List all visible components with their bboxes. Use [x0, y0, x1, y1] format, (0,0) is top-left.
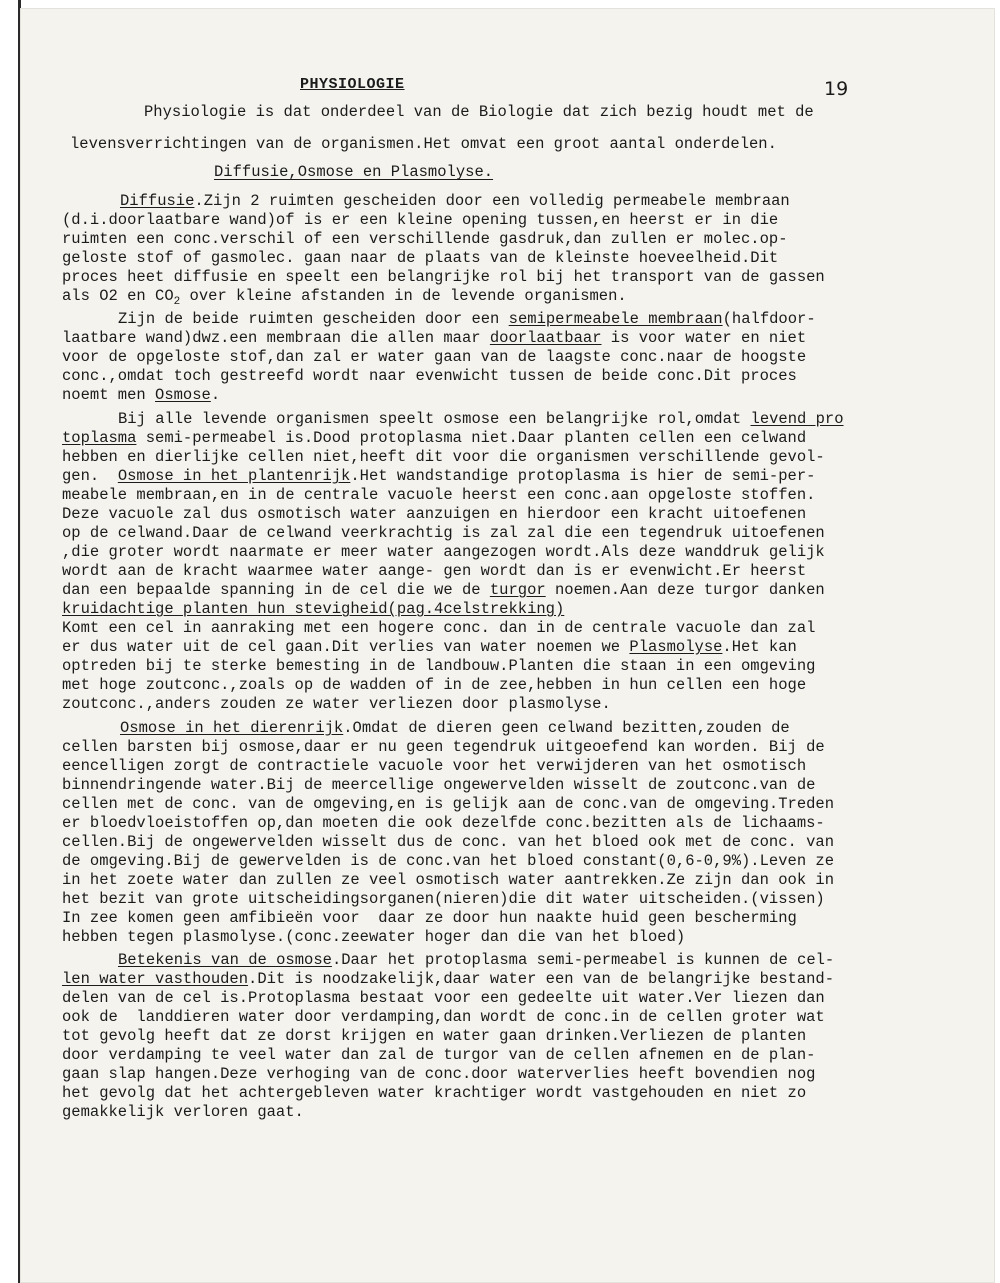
text-line [62, 231, 788, 248]
text-line [62, 449, 825, 466]
underlined-term: Osmose [155, 386, 211, 404]
underlined-term: Diffusie,Osmose en Plasmolyse. [214, 163, 494, 181]
text-line [62, 891, 825, 908]
text-line [62, 525, 825, 542]
text-span: er bloedvloeistoffen op,dan moeten die ook dezelfde conc.bezitten als de lichaams- [62, 814, 825, 832]
text-span: levensverrichtingen van de organismen.Het omvat een groot aantal onderdelen. [70, 135, 777, 153]
underlined-term: Diffusie [120, 192, 195, 210]
underlined-term: 2 [173, 296, 181, 309]
text-span: op de celwand.Daar de celwand veerkrachtig is zal zal die een tegendruk uitoefenen [62, 524, 825, 542]
text-span: Komt een cel in aanraking met een hogere conc. dan in de centrale vacuole dan zal [62, 619, 816, 637]
text-line [118, 952, 834, 969]
text-span: noemen.Aan deze turgor danken [545, 581, 825, 599]
text-line [62, 506, 806, 523]
text-span: Bij alle levende organismen speelt osmose een belangrijke rol,omdat [118, 410, 751, 428]
text-span: .Het wandstandige protoplasma is hier de semi-per- [350, 467, 816, 485]
text-span: Zijn de beide ruimten gescheiden door een [118, 310, 509, 328]
text-line [62, 368, 797, 385]
text-line [62, 468, 815, 485]
text-span: optreden bij te sterke bemesting in de landbouw.Planten die staan in een omgeving [62, 657, 816, 675]
text-line [62, 990, 825, 1007]
text-line [62, 815, 825, 832]
underlined-term: Osmose in het dierenrijk [120, 719, 344, 737]
text-span: . [210, 386, 221, 404]
underlined-term: Osmose in het plantenrijk [117, 467, 351, 485]
text-line [62, 639, 797, 656]
text-span: meabele membraan,en in de centrale vacuole heerst een conc.aan opgeloste stoffen. [62, 486, 816, 504]
text-span: de omgeving.Bij de gewervelden is de conc.van het bloed constant(0,6-0,9%).Leven ze [62, 852, 835, 870]
underlined-term: semipermeabele membraan [508, 310, 723, 328]
text-span: het gevolg dat het achtergebleven water krachtiger wordt vastgehouden en niet zo [62, 1084, 807, 1102]
text-span: ruimten een conc.verschil of een verschillende gasdruk,dan zullen er molec.op- [62, 230, 788, 248]
page-number: 19 [824, 78, 849, 100]
underlined-term: levend pro [750, 410, 844, 428]
text-line [62, 1066, 815, 1083]
underlined-term: turgor [489, 581, 546, 599]
text-line [62, 563, 806, 580]
text-span: dan een bepaalde spanning in de cel die we de [62, 581, 490, 599]
text-span: in het zoete water dan zullen ze veel osmotisch water aantrekken.Ze zijn dan ook in [62, 871, 835, 889]
text-span: als O2 en CO [62, 287, 174, 305]
text-line [62, 330, 806, 347]
text-line [62, 430, 806, 447]
text-line [62, 1085, 806, 1102]
underlined-term: doorlaatbaar [489, 329, 602, 347]
text-line [62, 601, 564, 618]
text-line [62, 544, 825, 561]
text-span: (halfdoor- [722, 310, 816, 328]
text-span: noemt men [62, 386, 156, 404]
text-line [120, 193, 790, 210]
text-span: cellen barsten bij osmose,daar er nu geen tegendruk uitgeoefend kan worden. Bij de [62, 738, 825, 756]
text-line [62, 582, 825, 599]
text-line [62, 1047, 815, 1064]
text-span: het bezit van grote uitscheidingsorganen(nieren)die dit water uitscheiden.(vissen) [62, 890, 825, 908]
page-title: PHYSIOLOGIE [300, 76, 405, 93]
text-line [62, 212, 778, 229]
text-line [62, 696, 611, 713]
text-line [118, 411, 844, 428]
text-span: semi-permeabel is.Dood protoplasma niet.Daar planten cellen een celwand [136, 429, 807, 447]
text-span: wordt aan de kracht waarmee water aange- gen wordt dan is er evenwicht.Er heerst [62, 562, 807, 580]
text-span: delen van de cel is.Protoplasma bestaat voor een gedeelte uit water.Ver liezen dan [62, 989, 825, 1007]
text-span: hebben tegen plasmolyse.(conc.zeewater hoger dan die van het bloed) [62, 928, 686, 946]
text-span: zoutconc.,anders zouden ze water verliezen door plasmolyse. [62, 695, 611, 713]
text-span: voor de opgeloste stof,dan zal er water gaan van de laagste conc.naar de hoogste [62, 348, 807, 366]
text-span: geloste stof of gasmolec. gaan naar de plaats van de kleinste hoeveelheid.Dit [62, 249, 779, 267]
underlined-term: Betekenis van de osmose [118, 951, 332, 969]
text-span: Physiologie is dat onderdeel van de Biologie dat zich bezig houdt met de [144, 103, 814, 121]
text-span: cellen met de conc. van de omgeving,en is gelijk aan de conc.van de omgeving.Treden [62, 795, 835, 813]
text-line [214, 164, 493, 181]
text-line [62, 387, 220, 404]
text-line [118, 311, 816, 328]
text-line [62, 487, 815, 504]
text-span: .Omdat de dieren geen celwand bezitten,zouden de [343, 719, 790, 737]
text-span: .Zijn 2 ruimten gescheiden door een volledig permeabele membraan [194, 192, 790, 210]
text-line [62, 739, 825, 756]
underlined-term: kruidachtige planten hun stevigheid(pag.4celstrekking) [62, 600, 565, 618]
text-line [62, 677, 806, 694]
text-span: er dus water uit de cel gaan.Dit verlies van water noemen we [62, 638, 630, 656]
text-line [62, 620, 815, 637]
text-span: hebben en dierlijke cellen niet,heeft dit voor die organismen verschillende gevol- [62, 448, 825, 466]
text-span: tot gevolg heeft dat ze dorst krijgen en water gaan drinken.Verliezen de planten [62, 1027, 807, 1045]
text-span: ,die groter wordt naarmate er meer water aangezogen wordt.Als deze wanddruk gelijk [62, 543, 825, 561]
text-span: cellen.Bij de ongewervelden wisselt dus de conc. van het bloed ook met de conc. van [62, 833, 835, 851]
text-span: conc.,omdat toch gestreefd wordt naar evenwicht tussen de beide conc.Dit proces [62, 367, 797, 385]
text-span: .Het kan [722, 638, 797, 656]
text-span: .Dit is noodzakelijk,daar water een van de belangrijke bestand- [248, 970, 835, 988]
text-span: binnendringende water.Bij de meercellige ongewervelden wisselt de zoutconc.van de [62, 776, 816, 794]
text-line [62, 910, 797, 927]
text-line [62, 929, 685, 946]
text-line [62, 1009, 825, 1026]
text-span: over kleine afstanden in de levende organismen. [180, 287, 627, 305]
text-span: proces heet diffusie en speelt een belangrijke rol bij het transport van de gassen [62, 268, 825, 286]
text-span: gen. [62, 467, 118, 485]
text-span: laatbare wand)dwz.een membraan die allen maar [62, 329, 490, 347]
underlined-term: Plasmolyse [629, 638, 723, 656]
text-span: door verdamping te veel water dan zal de turgor van de cellen afnemen en de plan- [62, 1046, 816, 1064]
text-line [62, 1104, 304, 1121]
text-line [120, 720, 790, 737]
text-line [144, 104, 814, 121]
text-line [62, 834, 834, 851]
underlined-term: len water vasthouden [62, 970, 249, 988]
text-line [70, 136, 777, 153]
text-line [62, 758, 806, 775]
text-line [62, 777, 815, 794]
text-span: ook de landdieren water door verdamping,dan wordt de conc.in de cellen groter wat [62, 1008, 825, 1026]
text-span: gaan slap hangen.Deze verhoging van de conc.door waterverlies heeft bovendien nog [62, 1065, 816, 1083]
text-span: Deze vacuole zal dus osmotisch water aanzuigen en hierdoor een kracht uitoefenen [62, 505, 807, 523]
text-span: met hoge zoutconc.,zoals op de wadden of in de zee,hebben in hun cellen een hoge [62, 676, 807, 694]
text-line [62, 349, 806, 366]
text-line [62, 250, 778, 267]
text-span: .Daar het protoplasma semi-permeabel is kunnen de cel- [331, 951, 835, 969]
text-line [62, 796, 834, 813]
text-span: eencelligen zorgt de contractiele vacuole voor het verwijderen van het osmotisch [62, 757, 807, 775]
text-span: is voor water en niet [601, 329, 807, 347]
text-span: (d.i.doorlaatbare wand)of is er een kleine opening tussen,en heerst er in die [62, 211, 779, 229]
text-line [62, 872, 834, 889]
text-span: In zee komen geen amfibieën voor daar ze door hun naakte huid geen bescherming [62, 909, 797, 927]
text-line [62, 269, 825, 286]
text-line [62, 853, 834, 870]
underlined-term: toplasma [62, 429, 137, 447]
text-line [62, 658, 815, 675]
text-line [62, 288, 627, 311]
text-span: gemakkelijk verloren gaat. [62, 1103, 304, 1121]
text-line [62, 1028, 806, 1045]
text-line [62, 971, 834, 988]
